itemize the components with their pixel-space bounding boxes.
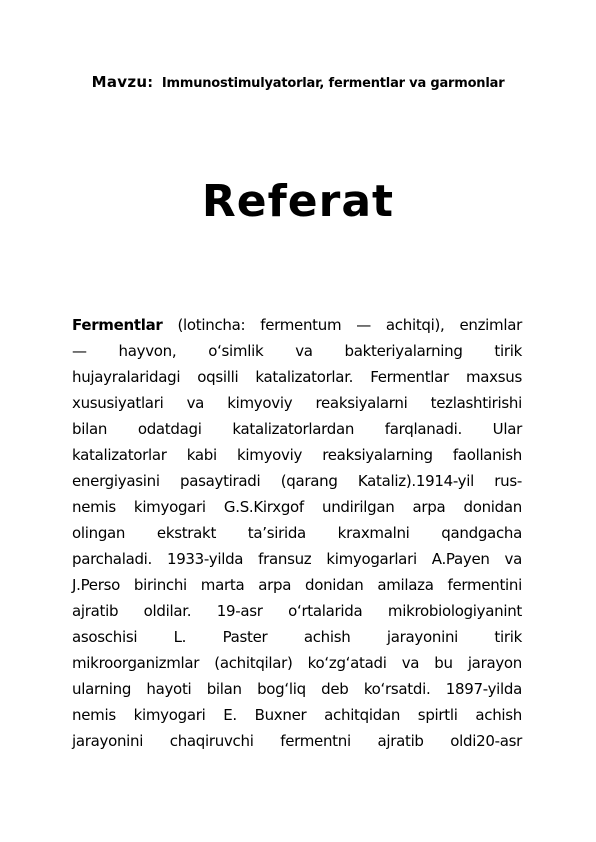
paragraph-line: mikroorganizmlar (achitqilar) koʻzgʻatadi va bu jarayon xyxy=(72,654,522,672)
paragraph-line: xususiyatlari va kimyoviy reaksiyalarni tezlashtirishi xyxy=(72,394,522,412)
paragraph-line: nemis kimyogari G.S.Kirxgof undirilgan arpa donidan xyxy=(72,498,522,516)
paragraph-line xyxy=(72,312,522,338)
paragraph-line: hujayralaridagi oqsilli katalizatorlar. Fermentlar maxsus xyxy=(72,368,522,386)
paragraph-line: nemis kimyogari E. Buxner achitqidan spirtli achish xyxy=(72,706,522,724)
topic-line xyxy=(0,73,596,91)
body-paragraph xyxy=(72,312,522,754)
paragraph-line: olingan ekstrakt taʼsirida kraxmalni qandgacha xyxy=(72,524,522,542)
paragraph-line: parchaladi. 1933-yilda fransuz kimyogarlari A.Payen va xyxy=(72,550,522,568)
paragraph-line: katalizatorlar kabi kimyoviy reaksiyalarning faollanish xyxy=(72,446,522,464)
topic-subject: Immunostimulyatorlar, fermentlar va garmonlar xyxy=(161,76,505,91)
lead-term: Fermentlar xyxy=(72,316,163,334)
paragraph-line: J.Perso birinchi marta arpa donidan amilaza fermentini xyxy=(72,576,522,594)
paragraph-line: energiyasini pasaytiradi (qarang Kataliz).1914-yil rus- xyxy=(72,472,522,490)
document-title: Referat xyxy=(201,176,395,227)
paragraph-line: ularning hayoti bilan bogʻliq deb koʻrsatdi. 1897-yilda xyxy=(72,680,522,698)
paragraph-line: asoschisi L. Paster achish jarayonini tirik xyxy=(72,628,522,646)
paragraph-line: ajratib oldilar. 19-asr oʻrtalarida mikrobiologiyanint xyxy=(72,602,522,620)
line-text: (lotincha: fermentum — achitqi), enzimlar xyxy=(162,316,522,334)
topic-colon: : xyxy=(147,75,153,91)
paragraph-line: — hayvon, oʻsimlik va bakteriyalarning tirik xyxy=(72,342,522,360)
topic-label: Mavzu xyxy=(91,73,148,91)
paragraph-line: jarayonini chaqiruvchi fermentni ajratib oldi20-asr xyxy=(72,732,522,750)
paragraph-line: bilan odatdagi katalizatorlardan farqlanadi. Ular xyxy=(72,420,522,438)
